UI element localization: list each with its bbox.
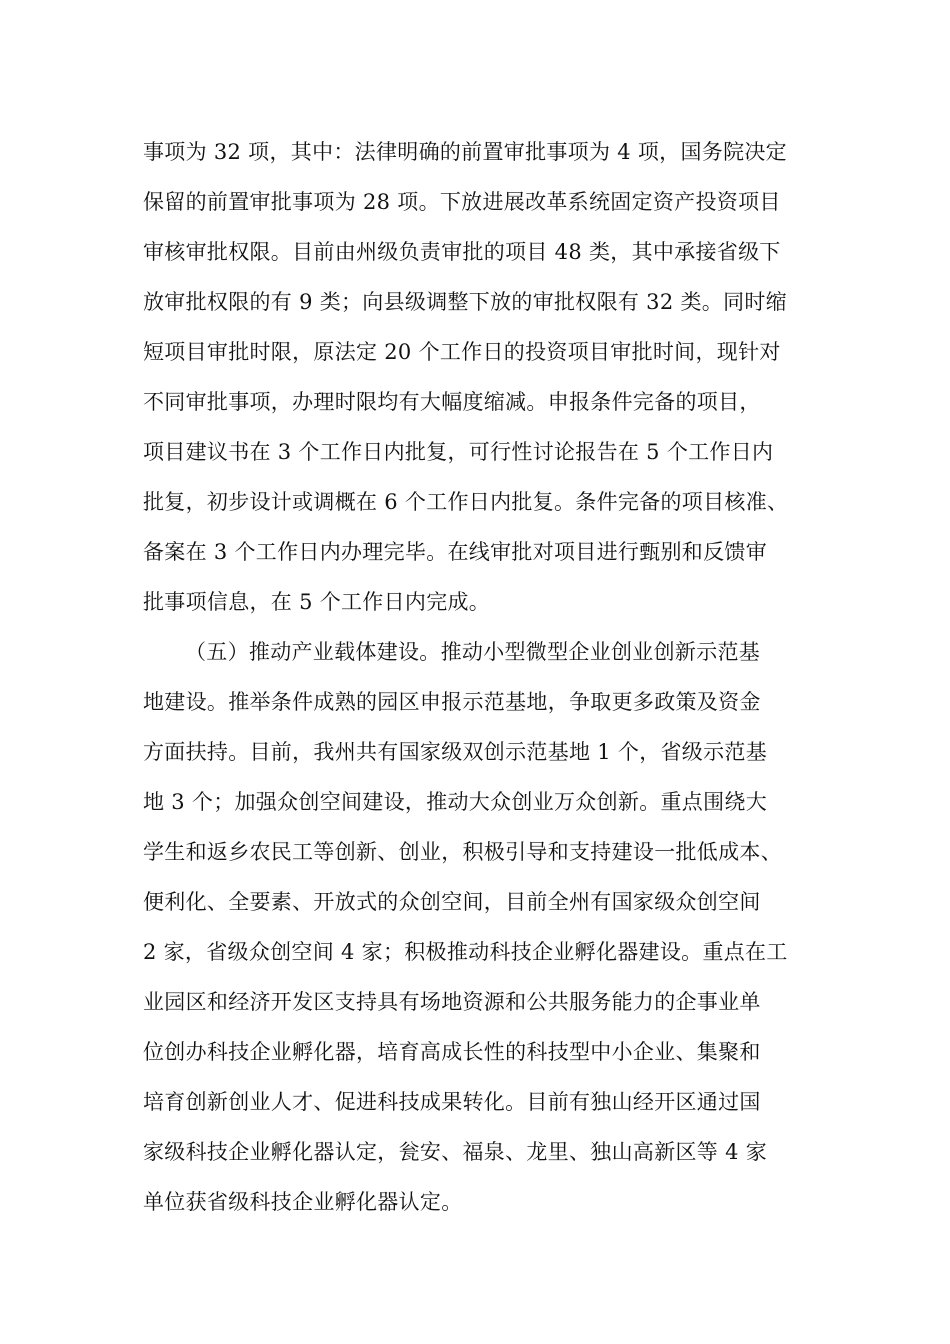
text-line: 方面扶持。目前，我州共有国家级双创示范基地 1 个，省级示范基 <box>143 740 768 764</box>
text-line: 事项为 32 项，其中：法律明确的前置审批事项为 4 项，国务院决定 <box>143 140 787 164</box>
text-line: 培育创新创业人才、促进科技成果转化。目前有独山经开区通过国 <box>143 1090 761 1114</box>
text-line-indented: （五）推动产业载体建设。推动小型微型企业创业创新示范基 <box>185 640 761 664</box>
text-line: 地 3 个；加强众创空间建设，推动大众创业万众创新。重点围绕大 <box>143 790 768 814</box>
text-line: 位创办科技企业孵化器，培育高成长性的科技型中小企业、集聚和 <box>143 1040 761 1064</box>
text-line: 便利化、全要素、开放式的众创空间，目前全州有国家级众创空间 <box>143 890 761 914</box>
text-line: 放审批权限的有 9 类；向县级调整下放的审批权限有 32 类。同时缩 <box>143 290 787 314</box>
text-line: 2 家，省级众创空间 4 家；积极推动科技企业孵化器建设。重点在工 <box>143 940 788 964</box>
text-line: 不同审批事项，办理时限均有大幅度缩减。申报条件完备的项目， <box>143 390 761 414</box>
text-line: 保留的前置审批事项为 28 项。下放进展改革系统固定资产投资项目 <box>143 190 781 214</box>
text-line: 地建设。推举条件成熟的园区申报示范基地，争取更多政策及资金 <box>143 690 761 714</box>
text-line: 家级科技企业孵化器认定，瓮安、福泉、龙里、独山高新区等 4 家 <box>143 1140 768 1164</box>
text-line: 项目建议书在 3 个工作日内批复，可行性讨论报告在 5 个工作日内 <box>143 440 774 464</box>
text-line: 单位获省级科技企业孵化器认定。 <box>143 1190 463 1214</box>
text-line: 审核审批权限。目前由州级负责审批的项目 48 类，其中承接省级下 <box>143 240 781 264</box>
text-line: 备案在 3 个工作日内办理完毕。在线审批对项目进行甄别和反馈审 <box>143 540 768 564</box>
text-line: 业园区和经济开发区支持具有场地资源和公共服务能力的企事业单 <box>143 990 761 1014</box>
paragraph-industry-carriers <box>143 627 813 1227</box>
text-line: 学生和返乡农民工等创新、创业，积极引导和支持建设一批低成本、 <box>143 840 782 864</box>
text-line: 批复，初步设计或调概在 6 个工作日内批复。条件完备的项目核准、 <box>143 490 789 514</box>
text-line: 批事项信息，在 5 个工作日内完成。 <box>143 590 491 614</box>
paragraph-approval-reform <box>143 127 813 627</box>
text-line: 短项目审批时限，原法定 20 个工作日的投资项目审批时间，现针对 <box>143 340 781 364</box>
